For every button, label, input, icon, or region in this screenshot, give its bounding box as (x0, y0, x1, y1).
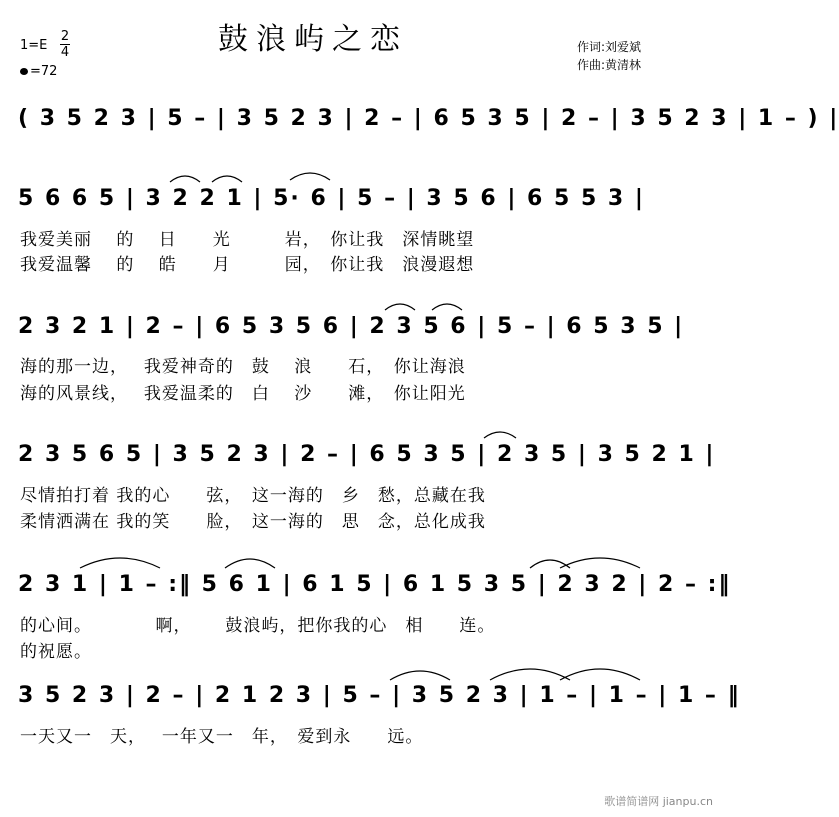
song-title: 鼓浪屿之恋 (218, 22, 408, 57)
lyric-line: 海的风景线， 我爱温柔的 白 沙 滩， 你让阳光 (20, 384, 466, 404)
notes-line: 2 3 1 | 1 – :‖ 5 6 1 | 6 1 5 | 6 1 5 3 5 | 2 3 2 | 2 – :‖ (18, 572, 732, 597)
credits (577, 38, 641, 74)
lyric-line: 的心间。 啊， 鼓浪屿，把你我的心 相 连。 (20, 616, 496, 636)
slur-arc (560, 669, 640, 680)
slur-arc (225, 559, 275, 568)
slur-arc (80, 558, 160, 568)
key-signature: 1=E (20, 38, 48, 53)
lyric-line: 尽情拍打着 我的心 弦， 这一海的 乡 愁，总藏在我 (20, 486, 486, 506)
slur-arc (560, 558, 640, 568)
lyric-line: 我爱温馨 的 皓 月 园， 你让我 浪漫遐想 (20, 255, 475, 275)
slur-arc (290, 173, 330, 180)
lyric-line: 海的那一边， 我爱神奇的 鼓 浪 石， 你让海浪 (20, 357, 466, 377)
slur-arc (490, 669, 570, 680)
slur-arc (530, 560, 570, 568)
time-bottom: 4 (60, 45, 70, 60)
notes-line: 2 3 5 6 5 | 3 5 2 3 | 2 – | 6 5 3 5 | 2 3 5 | 3 5 2 1 | (18, 442, 716, 467)
slur-arc (484, 432, 516, 438)
notes-line: 2 3 2 1 | 2 – | 6 5 3 5 6 | 2 3 5 6 | 5 – | 6 5 3 5 | (18, 314, 685, 339)
notes-line: 5 6 6 5 | 3 2 2 1 | 5· 6 | 5 – | 3 5 6 | 6 5 5 3 | (18, 186, 645, 211)
notes-line: 3 5 2 3 | 2 – | 2 1 2 3 | 5 – | 3 5 2 3 | 1 – | 1 – | 1 – ‖ (18, 683, 741, 708)
slur-arc (212, 176, 242, 182)
lyric-line: 柔情洒满在 我的笑 脸， 这一海的 思 念，总化成我 (20, 512, 486, 532)
time-signature (60, 30, 70, 59)
notes-line: ( 3 5 2 3 | 5 – | 3 5 2 3 | 2 – | 6 5 3 5 | 2 – | 3 5 2 3 | 1 – ) | (18, 106, 839, 131)
lyricist: 作词:刘爱斌 (577, 40, 642, 54)
slur-arc (390, 671, 450, 680)
slur-arc (170, 176, 200, 182)
lyric-line: 我爱美丽 的 日 光 岩， 你让我 深情眺望 (20, 230, 475, 250)
tempo-value: =72 (30, 64, 58, 79)
quarter-note-icon (20, 68, 28, 75)
watermark: 歌谱简谱网 jianpu.cn (604, 795, 713, 808)
slur-arc (385, 304, 415, 310)
slur-arc (432, 304, 462, 310)
lyric-line: 一天又一 天， 一年又一 年， 爱到永 远。 (20, 727, 424, 747)
time-top: 2 (60, 29, 70, 44)
composer: 作曲:黄清林 (577, 58, 642, 72)
lyric-line: 的祝愿。 (20, 642, 92, 662)
tempo-marking (20, 64, 57, 79)
